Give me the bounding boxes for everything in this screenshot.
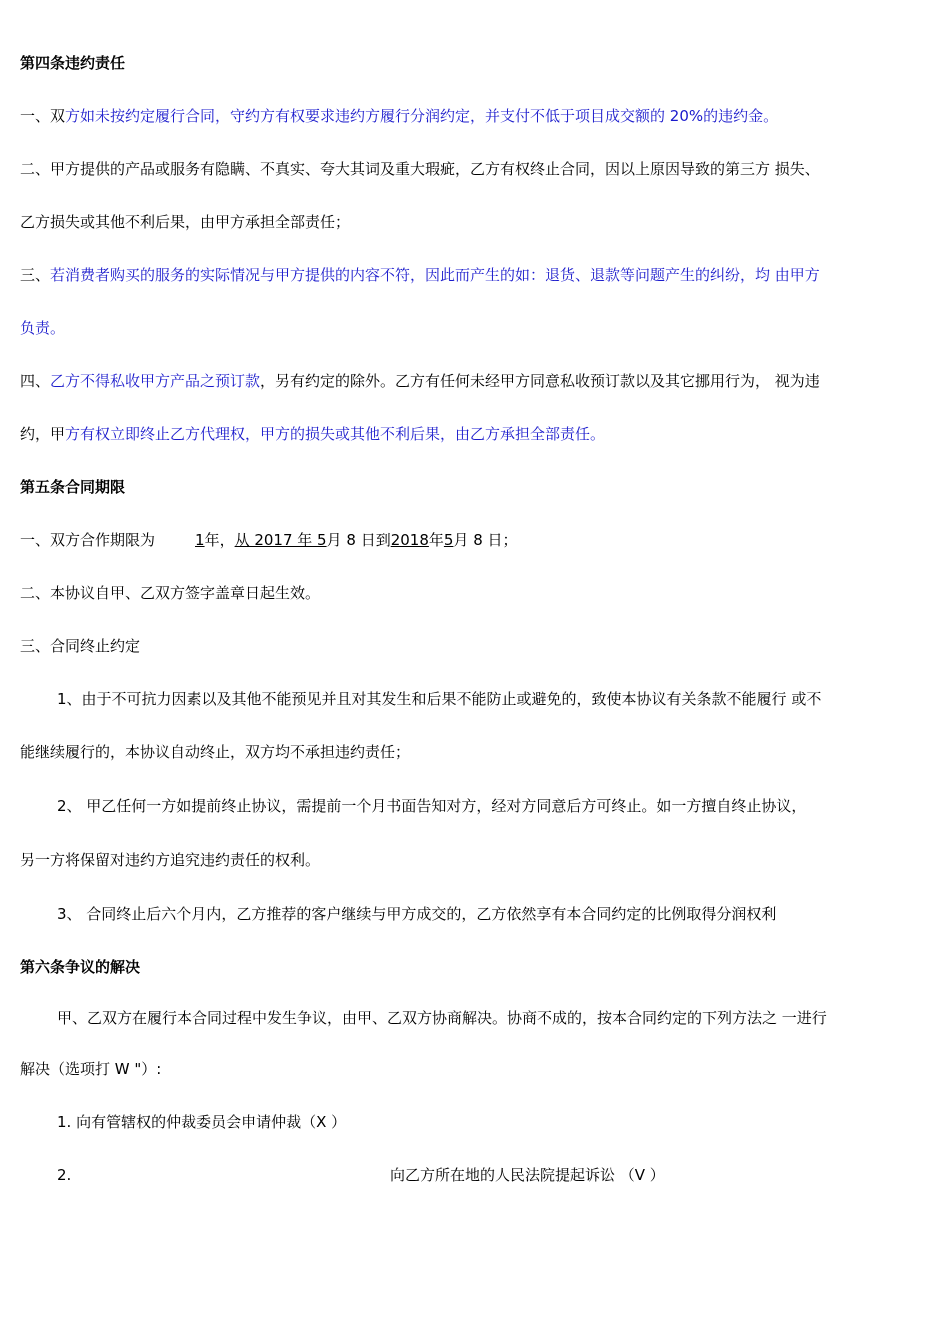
item1-blue-text: 方如未按约定履行合同，守约方有权要求违约方履行分润约定，并支付不低于项目成交额的 20%的违约金。 bbox=[65, 107, 779, 125]
section4-item1 bbox=[20, 106, 778, 126]
term-to-year: 2018 bbox=[390, 531, 429, 549]
item4-prefix: 四、 bbox=[20, 372, 51, 390]
section6-option2-text: 向乙方所在地的人民法院提起诉讼 （V ） bbox=[390, 1166, 665, 1184]
section5-item1 bbox=[20, 530, 518, 550]
section6-para-line2: 解决（选项打 W "）: bbox=[20, 1060, 162, 1078]
item3-prefix: 三、 bbox=[20, 266, 51, 284]
section5-item2: 二、本协议自甲、乙双方签字盖章日起生效。 bbox=[20, 584, 321, 602]
section4-item4-line2 bbox=[20, 424, 605, 444]
section6-para-line1: 甲、乙双方在履行本合同过程中发生争议，由甲、乙双方协商解决。协商不成的，按本合同约定的下列方法之 一进行 bbox=[57, 1009, 827, 1027]
term-text-b: 年， bbox=[204, 531, 235, 549]
section6-heading: 第六条争议的解决 bbox=[20, 958, 141, 976]
item1-prefix: 一、双 bbox=[20, 107, 66, 125]
term-years: 1 bbox=[195, 531, 205, 549]
term-to-month: 5 bbox=[443, 531, 454, 549]
section4-item4-line1 bbox=[20, 371, 820, 391]
section4-item3-line1 bbox=[20, 265, 820, 285]
section5-sub3: 3、 合同终止后六个月内，乙方推荐的客户继续与甲方成交的，乙方依然享有本合同约定的比例取得分润权利 bbox=[57, 905, 777, 923]
item4-blue-text2: 方有权立即终止乙方代理权，甲方的损失或其他不利后果，由乙方承担全部责任。 bbox=[65, 425, 606, 443]
term-text-e: 月 8 日； bbox=[453, 531, 518, 549]
section4-item2-line1: 二、甲方提供的产品或服务有隐瞒、不真实、夸大其词及重大瑕疵，乙方有权终止合同，因以上原因导致的第三方 损失、 bbox=[20, 160, 820, 178]
section6-option2-number: 2. bbox=[57, 1166, 72, 1184]
item4-line2-prefix: 约，甲 bbox=[20, 425, 66, 443]
section5-item3: 三、合同终止约定 bbox=[20, 637, 141, 655]
section5-heading: 第五条合同期限 bbox=[20, 478, 126, 496]
item4-blue-text1: 乙方不得私收甲方产品之预订款 bbox=[50, 372, 261, 390]
term-text-a: 一、双方合作期限为 bbox=[20, 531, 156, 549]
section5-sub1-line1: 1、由于不可抗力因素以及其他不能预见并且对其发生和后果不能防止或避免的，致使本协议有关条款不能履行 或不 bbox=[57, 690, 822, 708]
section6-option1: 1. 向有管辖权的仲裁委员会申请仲裁（X ） bbox=[57, 1113, 347, 1131]
section4-heading: 第四条违约责任 bbox=[20, 54, 126, 72]
term-text-c: 月 8 日到 bbox=[326, 531, 391, 549]
term-text-d: 年 bbox=[428, 531, 444, 549]
section4-item3-line2: 负责。 bbox=[20, 319, 66, 337]
section5-sub2-line2: 另一方将保留对违约方追究违约责任的权利。 bbox=[20, 851, 321, 869]
section5-sub1-line2: 能继续履行的，本协议自动终止，双方均不承担违约责任； bbox=[20, 743, 411, 761]
item4-rest-text: ，另有约定的除外。乙方有任何未经甲方同意私收预订款以及其它挪用行为， 视为违 bbox=[260, 372, 820, 390]
section4-item2-line2: 乙方损失或其他不利后果，由甲方承担全部责任； bbox=[20, 213, 351, 231]
item3-blue-text: 若消费者购买的服务的实际情况与甲方提供的内容不符，因此而产生的如：退货、退款等问题产生的纠纷，均 由甲方 bbox=[50, 266, 820, 284]
term-from: 从 2017 年 5 bbox=[234, 531, 327, 549]
section5-sub2-line1: 2、 甲乙任何一方如提前终止协议，需提前一个月书面告知对方，经对方同意后方可终止。如一方擅自终止协议， bbox=[57, 797, 807, 815]
